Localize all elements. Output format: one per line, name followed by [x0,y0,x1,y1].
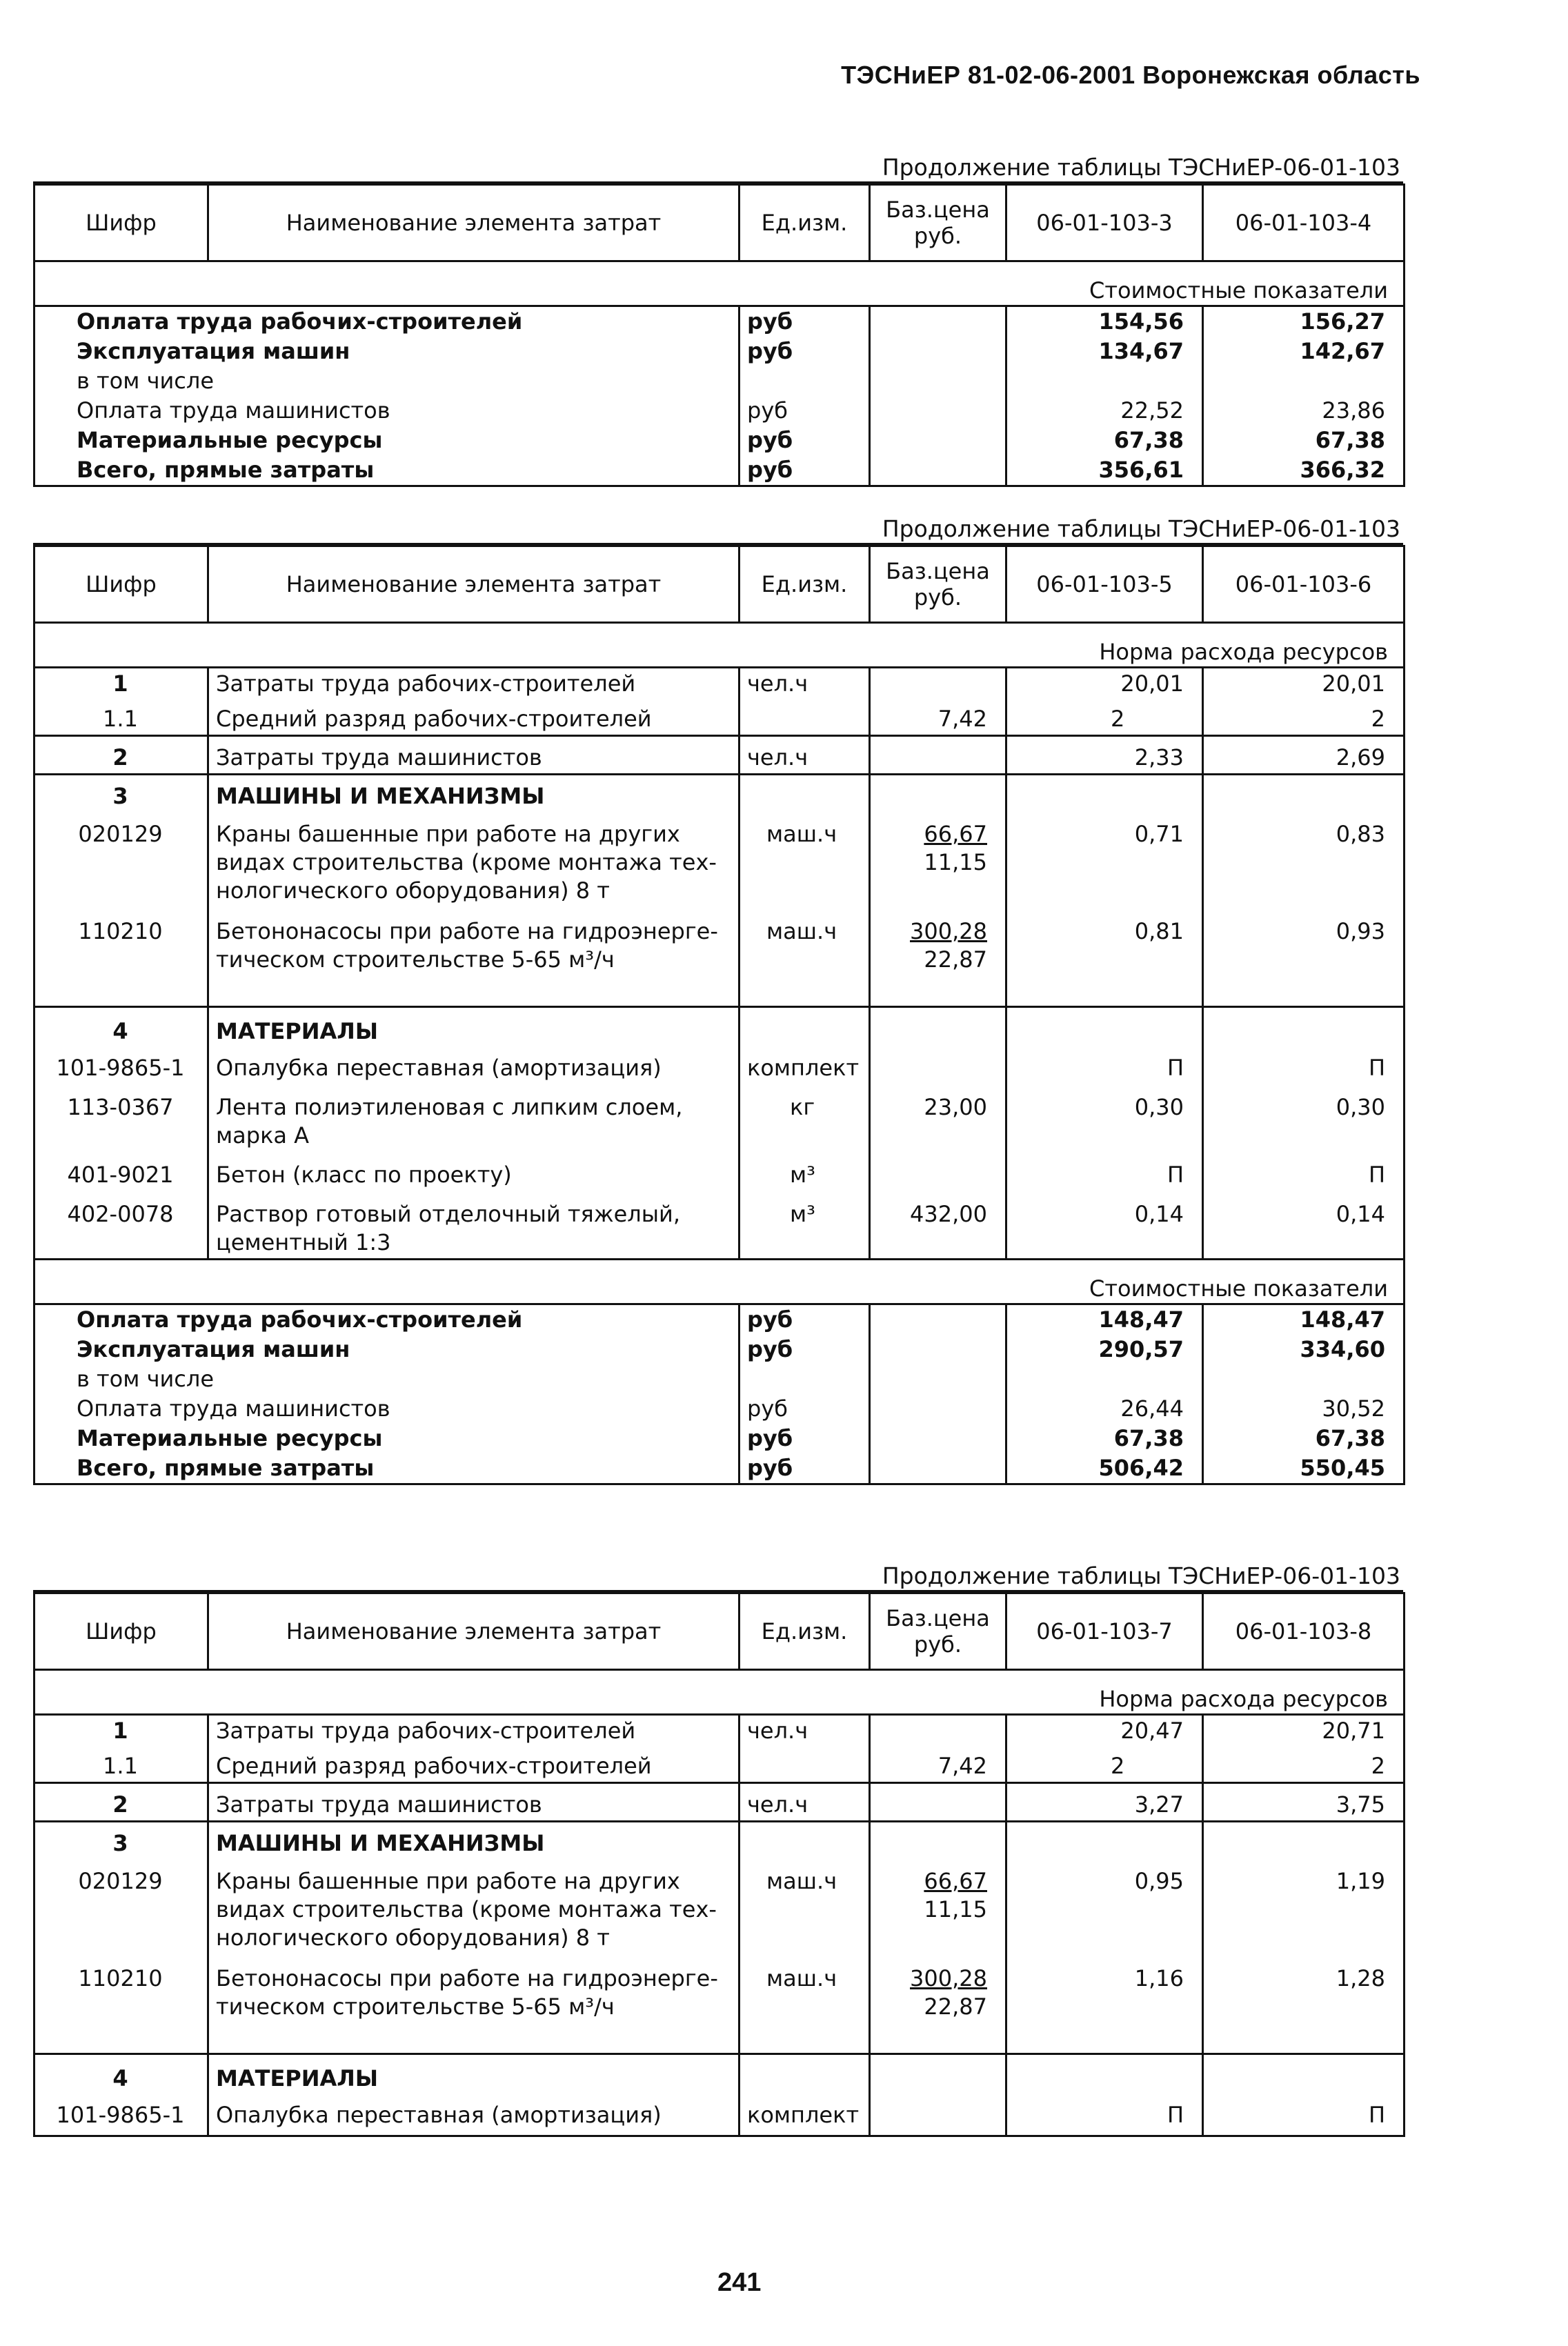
table-caption: Продолжение таблицы ТЭСНиЕР-06-01-103 [33,152,1403,183]
spacer-row [34,975,1405,1007]
table-row: Всего, прямые затраты руб 356,61 366,32 [34,455,1405,486]
table-block-2 [33,513,1403,1485]
table-row: 113-0367 Лента полиэтиленовая с липким слоем, марка А кг 23,00 0,30 0,30 [34,1084,1405,1151]
resource-table [33,1592,1405,2137]
table-row: 402-0078 Раствор готовый отделочный тяжелый, цементный 1:3 м³ 432,00 0,14 0,14 [34,1191,1405,1260]
header-col-b: 06-01-103-6 [1203,546,1405,623]
table-row: Материальные ресурсы руб 67,38 67,38 [34,426,1405,455]
table-caption: Продолжение таблицы ТЭСНиЕР-06-01-103 [33,1560,1403,1592]
cost-table [33,183,1405,487]
section-row: 3 МАШИНЫ И МЕХАНИЗМЫ [34,775,1405,813]
table-header-row [34,185,1405,261]
table-row: 2 Затраты труда машинистов чел.ч 3,27 3,75 [34,1783,1405,1822]
cost-banner: Стоимостные показатели [34,1260,1405,1304]
table-row: 020129 Краны башенные при работе на других видах строительства (кроме монтажа тех-нологического оборудования) 8 т маш.ч 66,67 11,15 0,71 0,83 [34,812,1405,906]
header-unit: Ед.изм. [740,1593,870,1670]
norm-banner: Норма расхода ресурсов [34,623,1405,668]
table-caption: Продолжение таблицы ТЭСНиЕР-06-01-103 [33,513,1403,545]
section-row: 3 МАШИНЫ И МЕХАНИЗМЫ [34,1822,1405,1860]
table-row: 401-9021 Бетон (класс по проекту) м³ П П [34,1151,1405,1191]
table-row: Оплата труда рабочих-строителей руб 148,47 148,47 [34,1304,1405,1335]
header-unit: Ед.изм. [740,185,870,261]
header-name: Наименование элемента затрат [208,185,740,261]
norm-banner-row [34,1670,1405,1715]
header-code: Шифр [34,546,208,623]
cost-banner: Стоимостные показатели [34,261,1405,306]
table-row: 020129 Краны башенные при работе на других видах строительства (кроме монтажа тех-нологического оборудования) 8 т маш.ч 66,67 11,15 0,95 1,19 [34,1859,1405,1954]
table-row: в том числе [34,1364,1405,1394]
table-header-row [34,1593,1405,1670]
table-row: Материальные ресурсы руб 67,38 67,38 [34,1424,1405,1453]
cost-banner-row [34,1260,1405,1304]
header-code: Шифр [34,185,208,261]
header-code: Шифр [34,1593,208,1670]
table-row: 1.1 Средний разряд рабочих-строителей 7,42 2 2 [34,1747,1405,1783]
table-row: Всего, прямые затраты руб 506,42 550,45 [34,1453,1405,1484]
table-row: Оплата труда машинистов руб 26,44 30,52 [34,1394,1405,1424]
header-base-price: Баз.цена руб. [870,546,1006,623]
header-base-price: Баз.цена руб. [870,185,1006,261]
table-row: Оплата труда рабочих-строителей руб 154,56 156,27 [34,306,1405,337]
cost-banner-row [34,261,1405,306]
table-row: 2 Затраты труда машинистов чел.ч 2,33 2,69 [34,736,1405,775]
header-unit: Ед.изм. [740,546,870,623]
table-row: 110210 Бетононасосы при работе на гидроэнерге-тическом строительстве 5-65 м³/ч маш.ч 300,28 22,87 0,81 0,93 [34,906,1405,975]
norm-banner: Норма расхода ресурсов [34,1670,1405,1715]
page-number: 241 [717,2268,762,2297]
table-row: 1.1 Средний разряд рабочих-строителей 7,42 2 2 [34,699,1405,736]
table-row: в том числе [34,366,1405,396]
table-header-row [34,546,1405,623]
table-row: Эксплуатация машин руб 290,57 334,60 [34,1335,1405,1364]
table-row: 1 Затраты труда рабочих-строителей чел.ч 20,01 20,01 [34,668,1405,700]
spacer-row [34,2022,1405,2054]
header-name: Наименование элемента затрат [208,546,740,623]
page-header: ТЭСНиЕР 81-02-06-2001 Воронежская область [841,61,1420,89]
header-col-b: 06-01-103-4 [1203,185,1405,261]
resource-table [33,545,1405,1485]
table-row: 101-9865-1 Опалубка переставная (амортизация) комплект П П [34,2094,1405,2136]
table-row: 110210 Бетононасосы при работе на гидроэнерге-тическом строительстве 5-65 м³/ч маш.ч 300,28 22,87 1,16 1,28 [34,1954,1405,2022]
table-block-1 [33,152,1403,487]
table-row: Оплата труда машинистов руб 22,52 23,86 [34,396,1405,426]
section-row: 4 МАТЕРИАЛЫ [34,2054,1405,2095]
header-col-a: 06-01-103-7 [1006,1593,1203,1670]
header-col-b: 06-01-103-8 [1203,1593,1405,1670]
header-col-a: 06-01-103-3 [1006,185,1203,261]
header-base-price: Баз.цена руб. [870,1593,1006,1670]
table-row: 1 Затраты труда рабочих-строителей чел.ч 20,47 20,71 [34,1715,1405,1747]
table-row: Эксплуатация машин руб 134,67 142,67 [34,337,1405,366]
section-row: 4 МАТЕРИАЛЫ [34,1007,1405,1048]
table-block-3 [33,1560,1403,2137]
header-col-a: 06-01-103-5 [1006,546,1203,623]
header-name: Наименование элемента затрат [208,1593,740,1670]
table-row: 101-9865-1 Опалубка переставная (амортизация) комплект П П [34,1047,1405,1084]
norm-banner-row [34,623,1405,668]
